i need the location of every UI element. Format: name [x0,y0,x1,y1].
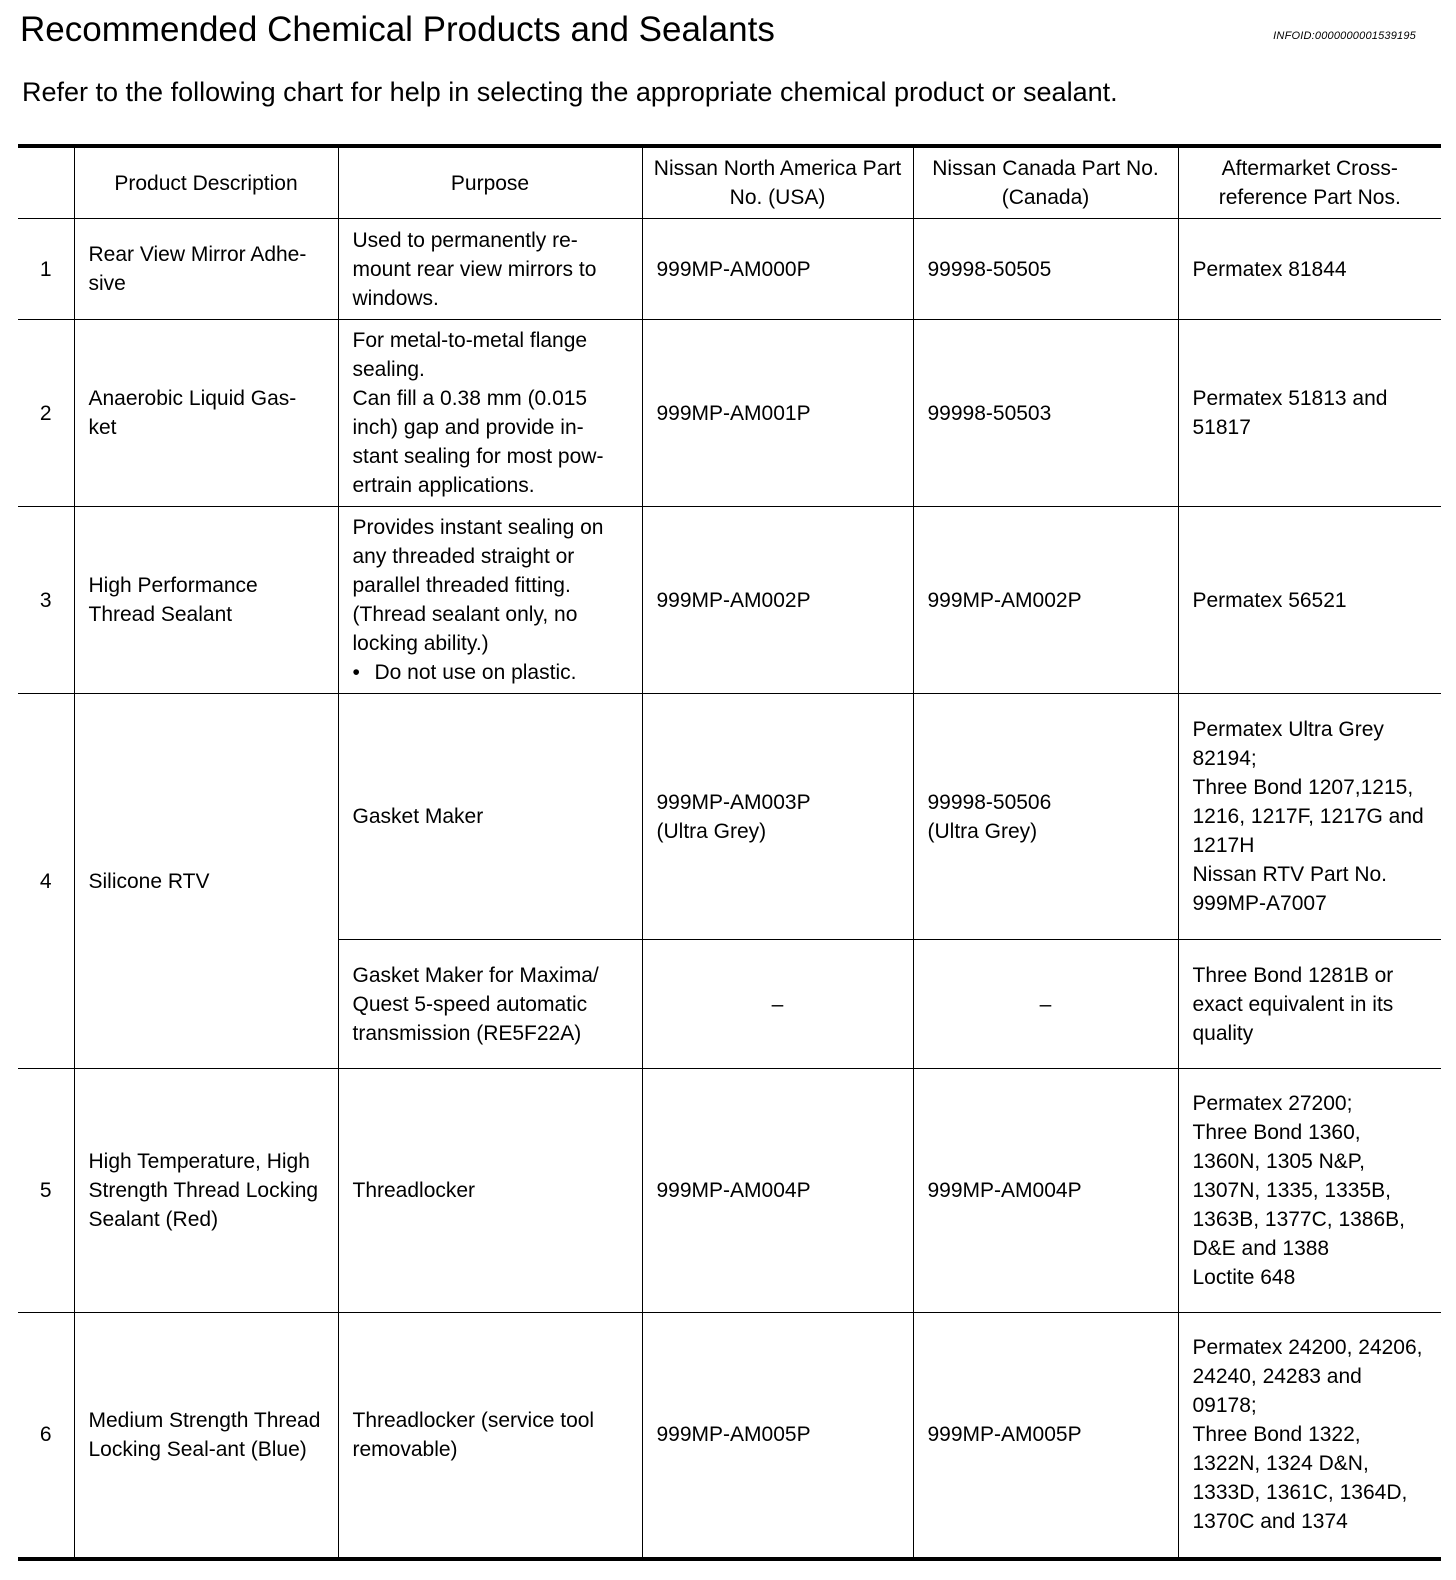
canada-part-number: – [913,940,1178,1069]
product-description: High Performance Thread Sealant [74,507,338,694]
product-description: High Temperature, High Strength Thread Locking Sealant (Red) [74,1069,338,1313]
product-description: Medium Strength Thread Locking Seal-ant (Blue) [74,1313,338,1559]
row-number: 3 [18,507,74,694]
usa-part-number: 999MP-AM004P [642,1069,913,1313]
canada-part-line: 99998-50506 [927,790,1052,814]
usa-part-number: 999MP-AM002P [642,507,913,694]
row-number: 2 [18,320,74,507]
product-description: Silicone RTV [74,694,338,1069]
product-description: Anaerobic Liquid Gas-ket [74,320,338,507]
purpose-bullet-text: Do not use on plastic. [374,661,577,684]
aftermarket-line: Three Bond 1360, 1360N, 1305 N&P, 1307N, 1335, 1335B, 1363B, 1377C, 1386B, D&E and 1388 [1192,1121,1406,1260]
column-header-description: Product Description [74,146,338,219]
aftermarket-line: Permatex 27200; [1192,1092,1353,1115]
canada-part-number: 999MP-AM005P [913,1313,1178,1559]
usa-part-number: 999MP-AM000P [642,219,913,320]
canada-part-number: 99998-50505 [913,219,1178,320]
table-row [18,507,1441,694]
purpose-bullet-item [353,658,628,687]
aftermarket-part-numbers [1178,1313,1441,1559]
usa-part-line: (Ultra Grey) [656,819,767,843]
aftermarket-line: Nissan RTV Part No. 999MP-A7007 [1192,863,1388,915]
table-header-row [18,146,1441,219]
canada-part-number: 99998-50503 [913,320,1178,507]
purpose: Threadlocker (service tool removable) [338,1313,642,1559]
aftermarket-line: Three Bond 1207,1215, 1216, 1217F, 1217G and 1217H [1192,776,1424,857]
aftermarket-part-numbers: Three Bond 1281B or exact equivalent in its quality [1178,940,1441,1069]
canada-part-number: 999MP-AM002P [913,507,1178,694]
usa-part-number [642,694,913,940]
usa-part-number: 999MP-AM001P [642,320,913,507]
product-description: Rear View Mirror Adhe-sive [74,219,338,320]
canada-part-number [913,694,1178,940]
info-id: INFOID:0000000001539195 [1273,30,1416,42]
aftermarket-line: Three Bond 1322, 1322N, 1324 D&N, 1333D, 1361C, 1364D, 1370C and 1374 [1192,1423,1408,1534]
column-header-aftermarket: Aftermarket Cross-reference Part Nos. [1178,146,1441,219]
aftermarket-part-numbers [1178,694,1441,940]
aftermarket-part-numbers: Permatex 81844 [1178,219,1441,320]
row-number: 6 [18,1313,74,1559]
row-number: 1 [18,219,74,320]
page-title: Recommended Chemical Products and Sealants [20,10,775,49]
column-header-canada-part: Nissan Canada Part No. (Canada) [913,146,1178,219]
intro-text: Refer to the following chart for help in selecting the appropriate chemical product or sealant. [22,77,1118,107]
purpose: Used to permanently re-mount rear view mirrors to windows. [338,219,642,320]
purpose: Threadlocker [338,1069,642,1313]
purpose: Gasket Maker for Maxima/ Quest 5-speed automatic transmission (RE5F22A) [338,940,642,1069]
table-row [18,219,1441,320]
usa-part-number: – [642,940,913,1069]
row-number: 4 [18,694,74,1069]
row-number: 5 [18,1069,74,1313]
aftermarket-line: Permatex Ultra Grey 82194; [1192,718,1384,770]
aftermarket-part-numbers: Permatex 56521 [1178,507,1441,694]
purpose-line: (Thread sealant only, no locking ability.) [352,603,578,655]
purpose-line: Provides instant sealing on any threaded straight or parallel threaded fitting. [352,516,604,597]
column-header-number [18,146,74,219]
table-row [18,694,1441,940]
purpose-line: For metal-to-metal flange sealing. [352,329,588,381]
table-row [18,1313,1441,1559]
canada-part-number: 999MP-AM004P [913,1069,1178,1313]
purpose [338,320,642,507]
aftermarket-part-numbers [1178,1069,1441,1313]
bullet-icon: • [352,661,360,684]
table-row [18,320,1441,507]
table-row [18,1069,1441,1313]
purpose: Gasket Maker [338,694,642,940]
column-header-usa-part: Nissan North America Part No. (USA) [642,146,913,219]
purpose [338,507,642,694]
aftermarket-part-numbers: Permatex 51813 and 51817 [1178,320,1441,507]
chemical-products-table [18,144,1441,1561]
usa-part-line: 999MP-AM003P [656,790,811,814]
column-header-purpose: Purpose [338,146,642,219]
purpose-line: Can fill a 0.38 mm (0.015 inch) gap and provide in-stant sealing for most pow-ertrain applications. [352,387,604,497]
canada-part-line: (Ultra Grey) [927,819,1038,843]
aftermarket-line: Loctite 648 [1192,1266,1296,1289]
usa-part-number: 999MP-AM005P [642,1313,913,1559]
aftermarket-line: Permatex 24200, 24206, 24240, 24283 and 09178; [1192,1336,1423,1418]
